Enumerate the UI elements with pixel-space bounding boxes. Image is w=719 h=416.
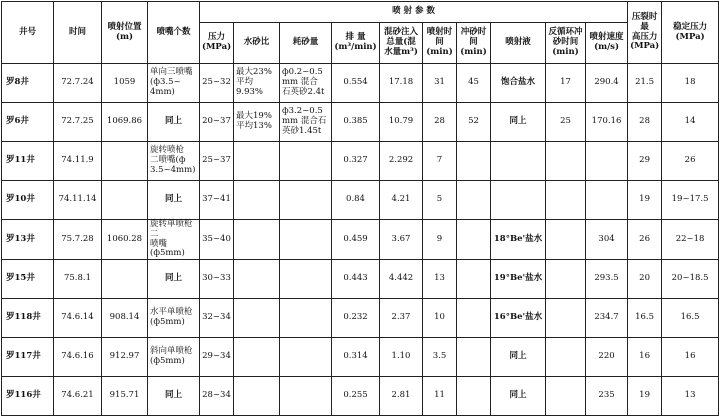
cell-speed: 290.4	[586, 64, 628, 103]
cell-fluid: 19°Be'盐水	[491, 260, 546, 299]
cell-jet-time: 13	[423, 260, 457, 299]
cell-water-sand: 最大19% 平均13%	[234, 103, 280, 142]
cell-reverse-time	[546, 260, 586, 299]
cell-frac-pressure: 28	[628, 103, 662, 142]
cell-position	[102, 181, 148, 220]
cell-displacement: 0.232	[332, 299, 380, 338]
cell-well: 罗11井	[2, 142, 54, 181]
cell-mix-total: 2.292	[380, 142, 423, 181]
cell-sand-use: ф0.2~0.5 mm 混合 石英砂2.4t	[280, 64, 332, 103]
cell-displacement: 0.459	[332, 220, 380, 260]
cell-fluid: 同上	[491, 377, 546, 416]
cell-mix-total: 1.10	[380, 338, 423, 377]
cell-time: 74.6.14	[54, 299, 102, 338]
cell-fluid: 16°Be'盐水	[491, 299, 546, 338]
header-nozzle: 喷嘴个数	[148, 2, 200, 64]
cell-frac-pressure: 20	[628, 260, 662, 299]
table-row	[2, 142, 719, 181]
cell-mix-total: 17.18	[380, 64, 423, 103]
cell-displacement: 0.327	[332, 142, 380, 181]
table-row	[2, 377, 719, 416]
cell-water-sand	[234, 338, 280, 377]
cell-time: 72.7.25	[54, 103, 102, 142]
cell-jet-time: 31	[423, 64, 457, 103]
cell-nozzle: 旋转喷枪 二喷嘴(ф 3.5~4mm)	[148, 142, 200, 181]
cell-jet-time: 3.5	[423, 338, 457, 377]
cell-well: 罗15井	[2, 260, 54, 299]
table-row	[2, 64, 719, 103]
cell-pressure: 25~32	[200, 64, 234, 103]
cell-stable-pressure: 19~17.5	[662, 181, 719, 220]
cell-mix-total: 10.79	[380, 103, 423, 142]
cell-position: 1060.28	[102, 220, 148, 260]
cell-well: 罗6井	[2, 103, 54, 142]
cell-jet-time: 9	[423, 220, 457, 260]
cell-sand-use	[280, 220, 332, 260]
cell-sand-use	[280, 260, 332, 299]
cell-position: 908.14	[102, 299, 148, 338]
cell-speed: 293.5	[586, 260, 628, 299]
cell-position	[102, 142, 148, 181]
header-jet-params: 喷 射 参 数	[200, 2, 628, 23]
cell-pressure: 37~41	[200, 181, 234, 220]
cell-stable-pressure: 26	[662, 142, 719, 181]
cell-mix-total: 4.442	[380, 260, 423, 299]
cell-reverse-time	[546, 181, 586, 220]
cell-fluid: 饱合盐水	[491, 64, 546, 103]
cell-frac-pressure: 19	[628, 181, 662, 220]
header-displacement: 排 量 (m³/min)	[332, 23, 380, 64]
cell-time: 75.8.1	[54, 260, 102, 299]
cell-mix-total: 2.81	[380, 377, 423, 416]
cell-water-sand	[234, 220, 280, 260]
cell-frac-pressure: 16	[628, 338, 662, 377]
cell-position: 1059	[102, 64, 148, 103]
header-fluid: 喷射液	[491, 23, 546, 64]
cell-well: 罗8井	[2, 64, 54, 103]
cell-jet-time: 11	[423, 377, 457, 416]
table-row	[2, 220, 719, 260]
cell-frac-pressure: 29	[628, 142, 662, 181]
header-well: 井号	[2, 2, 54, 64]
table-row	[2, 103, 719, 142]
cell-nozzle: 同上	[148, 260, 200, 299]
cell-jet-time: 10	[423, 299, 457, 338]
cell-nozzle: 同上	[148, 181, 200, 220]
cell-flush-time: 52	[457, 103, 491, 142]
cell-mix-total: 3.67	[380, 220, 423, 260]
cell-sand-use	[280, 181, 332, 220]
table-row	[2, 338, 719, 377]
cell-well: 罗116井	[2, 377, 54, 416]
cell-flush-time	[457, 220, 491, 260]
cell-mix-total: 2.37	[380, 299, 423, 338]
cell-reverse-time: 17	[546, 64, 586, 103]
cell-pressure: 25~37	[200, 142, 234, 181]
cell-fluid: 同上	[491, 103, 546, 142]
cell-speed: 235	[586, 377, 628, 416]
cell-water-sand	[234, 142, 280, 181]
cell-time: 75.7.28	[54, 220, 102, 260]
cell-nozzle: 单向三喷嘴 (ф3.5~ 4mm)	[148, 64, 200, 103]
header-speed: 喷射速度 (m/s)	[586, 23, 628, 64]
cell-frac-pressure: 19	[628, 377, 662, 416]
cell-water-sand: 最大23% 平均 9.93%	[234, 64, 280, 103]
cell-reverse-time	[546, 220, 586, 260]
cell-displacement: 0.554	[332, 64, 380, 103]
header-stable-pressure: 稳定压力 (MPa)	[662, 2, 719, 64]
header-frac-pressure: 压裂时最 高压力 (MPa)	[628, 2, 662, 64]
cell-speed: 234.7	[586, 299, 628, 338]
cell-stable-pressure: 20~18.5	[662, 260, 719, 299]
cell-water-sand	[234, 377, 280, 416]
cell-water-sand	[234, 299, 280, 338]
cell-speed: 220	[586, 338, 628, 377]
cell-reverse-time	[546, 338, 586, 377]
cell-sand-use	[280, 299, 332, 338]
header-mix-total: 混砂注入 总量(混 水量m³)	[380, 23, 423, 64]
cell-mix-total: 4.21	[380, 181, 423, 220]
cell-nozzle: 同上	[148, 377, 200, 416]
cell-jet-time: 7	[423, 142, 457, 181]
cell-well: 罗10井	[2, 181, 54, 220]
cell-flush-time	[457, 299, 491, 338]
cell-nozzle: 同上	[148, 103, 200, 142]
table-row	[2, 260, 719, 299]
cell-speed: 304	[586, 220, 628, 260]
cell-displacement: 0.385	[332, 103, 380, 142]
cell-reverse-time	[546, 142, 586, 181]
cell-well: 罗13井	[2, 220, 54, 260]
header-sand-use: 耗砂量	[280, 23, 332, 64]
cell-nozzle: 斜向单喷枪 (ф5mm)	[148, 338, 200, 377]
cell-sand-use: ф3.2~0.5 mm 混合石 英砂1.45t	[280, 103, 332, 142]
header-reverse-time: 反循环冲 砂时间 (min)	[546, 23, 586, 64]
cell-flush-time	[457, 377, 491, 416]
cell-water-sand	[234, 260, 280, 299]
cell-time: 72.7.24	[54, 64, 102, 103]
cell-frac-pressure: 21.5	[628, 64, 662, 103]
cell-fluid	[491, 181, 546, 220]
cell-pressure: 28~34	[200, 377, 234, 416]
cell-flush-time	[457, 338, 491, 377]
cell-nozzle: 水平单喷枪 (ф5mm)	[148, 299, 200, 338]
cell-stable-pressure: 16	[662, 338, 719, 377]
cell-time: 74.11.14	[54, 181, 102, 220]
cell-fluid	[491, 142, 546, 181]
cell-reverse-time: 25	[546, 103, 586, 142]
cell-stable-pressure: 22~18	[662, 220, 719, 260]
cell-position: 1069.86	[102, 103, 148, 142]
cell-pressure: 32~34	[200, 299, 234, 338]
cell-fluid: 同上	[491, 338, 546, 377]
cell-pressure: 35~40	[200, 220, 234, 260]
header-flush-time: 冲砂时间 (min)	[457, 23, 491, 64]
cell-time: 74.6.21	[54, 377, 102, 416]
cell-stable-pressure: 16.5	[662, 299, 719, 338]
cell-time: 74.11.9	[54, 142, 102, 181]
cell-position	[102, 260, 148, 299]
cell-jet-time: 5	[423, 181, 457, 220]
cell-flush-time	[457, 142, 491, 181]
cell-fluid: 18°Be'盐水	[491, 220, 546, 260]
header-water-sand: 水砂比	[234, 23, 280, 64]
header-time: 时间	[54, 2, 102, 64]
cell-position: 912.97	[102, 338, 148, 377]
cell-water-sand	[234, 181, 280, 220]
cell-time: 74.6.16	[54, 338, 102, 377]
cell-stable-pressure: 18	[662, 64, 719, 103]
cell-speed: 170.16	[586, 103, 628, 142]
cell-well: 罗117井	[2, 338, 54, 377]
jet-parameters-table	[1, 1, 719, 416]
cell-frac-pressure: 26	[628, 220, 662, 260]
cell-displacement: 0.314	[332, 338, 380, 377]
cell-displacement: 0.84	[332, 181, 380, 220]
cell-flush-time	[457, 181, 491, 220]
cell-sand-use	[280, 142, 332, 181]
table-row	[2, 181, 719, 220]
cell-pressure: 29~34	[200, 338, 234, 377]
cell-pressure: 30~33	[200, 260, 234, 299]
cell-jet-time: 28	[423, 103, 457, 142]
cell-flush-time: 45	[457, 64, 491, 103]
header-jet-time: 喷射时间 (min)	[423, 23, 457, 64]
cell-flush-time	[457, 260, 491, 299]
cell-stable-pressure: 13	[662, 377, 719, 416]
cell-speed	[586, 142, 628, 181]
cell-reverse-time	[546, 377, 586, 416]
cell-displacement: 0.443	[332, 260, 380, 299]
cell-stable-pressure: 14	[662, 103, 719, 142]
cell-nozzle: 旋转单喷枪二 喷嘴 (ф5mm)	[148, 220, 200, 260]
cell-well: 罗118井	[2, 299, 54, 338]
cell-frac-pressure: 16.5	[628, 299, 662, 338]
header-position: 喷射位置 (m)	[102, 2, 148, 64]
table-row	[2, 299, 719, 338]
cell-sand-use	[280, 377, 332, 416]
cell-reverse-time	[546, 299, 586, 338]
cell-displacement: 0.255	[332, 377, 380, 416]
cell-pressure: 20~37	[200, 103, 234, 142]
header-pressure: 压力 (MPa)	[200, 23, 234, 64]
cell-position: 915.71	[102, 377, 148, 416]
cell-sand-use	[280, 338, 332, 377]
cell-speed	[586, 181, 628, 220]
